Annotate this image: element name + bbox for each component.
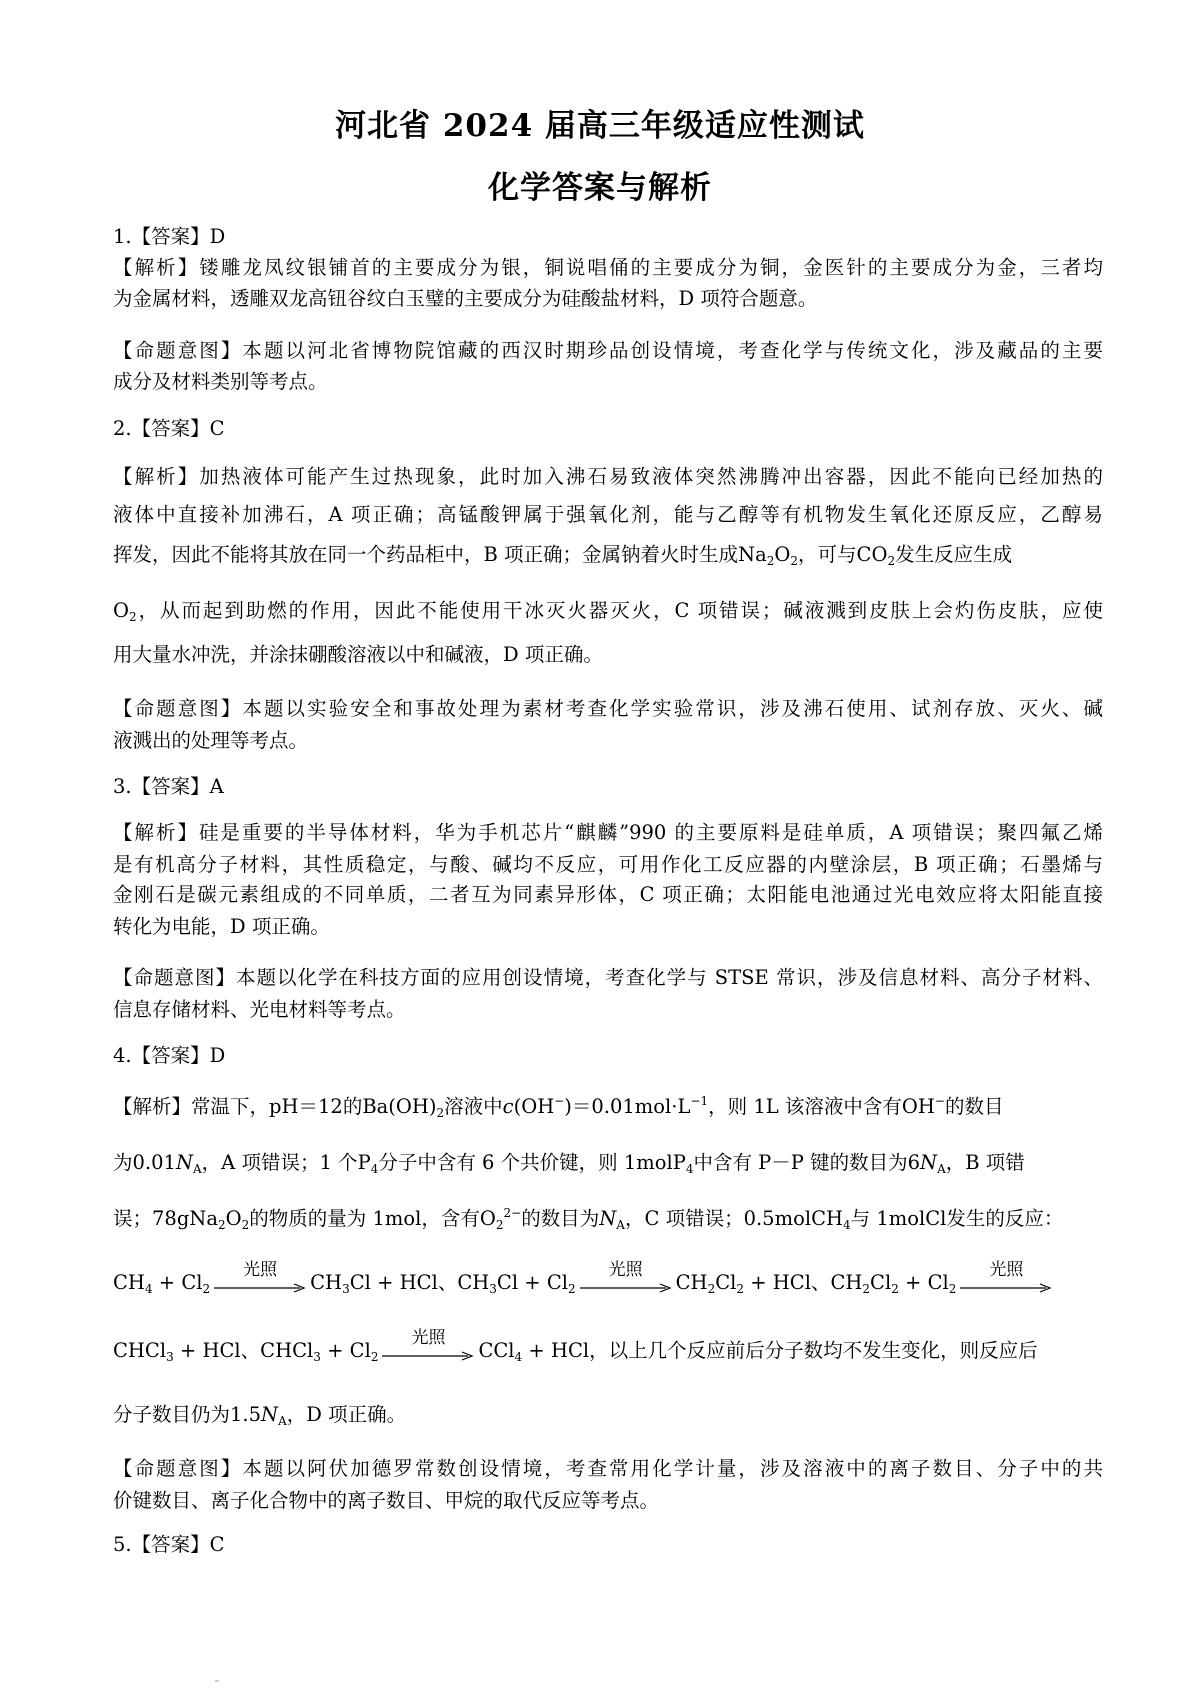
text-segment: 的数目 <box>944 1095 1004 1118</box>
formula-oh: OH− <box>901 1094 945 1118</box>
text-segment: ，以上几个反应前后分子数均不发生变化，则反应后 <box>589 1339 1038 1362</box>
analysis-2-line-1: 【解析】加热液体可能产生过热现象，此时加入沸石易致液体突然沸腾冲出容器，因此不能向已经加热的 <box>113 465 1103 488</box>
intent-3-line-1: 【命题意图】本题以化学在科技方面的应用创设情境，考查化学与 STSE 常识，涉及信息材料、高分子材料、 <box>113 966 1103 989</box>
formula-ch2cl2: $CH_2Cl_2$ <box>675 1271 745 1296</box>
formula-p4: $P_4$ <box>357 1151 379 1176</box>
analysis-1-line-2: 为金属材料，透雕双龙高钮谷纹白玉璧的主要成分为硅酸盐材料，D 项符合题意。 <box>113 287 818 310</box>
analysis-4-line-4 <box>113 1400 1103 1430</box>
reaction-line-2: CHCl$_3$ + HCl、CHCl$_3$ + $Cl_2$ 光照 CCl$_4$ + HCl，以上几个反应前后分子数均不发生变化，则反应后 <box>113 1336 1103 1367</box>
reaction-line-1: $CH_4 + Cl_2$ 光照 $CH_3Cl$ + HCl、$CH_3Cl + Cl_2$ 光照 $CH_2Cl_2$ + HCl、$CH_2Cl_2 + Cl_2$ 光照 <box>113 1268 1103 1299</box>
text-segment: 与 1mol <box>850 1207 926 1230</box>
analysis-4-line-2 <box>113 1148 1103 1178</box>
text-segment: 挥发，因此不能将其放在同一个药品柜中，B 项正确；金属钠着火时生成 <box>113 543 739 566</box>
analysis-2-line-5: 用大量水冲洗，并涂抹硼酸溶液以中和碱液，D 项正确。 <box>113 643 603 666</box>
analysis-4-line-3 <box>113 1204 1103 1234</box>
text-segment: 发生反应生成 <box>895 543 1013 566</box>
formula-cl2: $Cl_2$ <box>927 1271 957 1296</box>
scan-speck <box>215 1680 219 1682</box>
formula-chcl3: CHCl$_3$ <box>113 1339 174 1364</box>
text-segment: ，则 1L 该溶液中含有 <box>708 1095 902 1118</box>
reaction-arrow: 光照 <box>382 1337 474 1367</box>
intent-2-line-1: 【命题意图】本题以实验安全和事故处理为素材考查化学实验常识，涉及沸石使用、试剂存放、灭火、碱 <box>113 697 1103 720</box>
text-segment: 发生的反应： <box>946 1207 1064 1230</box>
text-segment: ，D 项正确。 <box>286 1403 407 1426</box>
answer-2: 2.【答案】C <box>113 417 225 440</box>
text-segment: 中含有 P－P 键的数目为 <box>693 1151 908 1174</box>
formula-conc: $c(OH^-)=0.01mol\cdot L^{-1}$ <box>502 1094 709 1118</box>
intent-1-line-1: 【命题意图】本题以河北省博物院馆藏的西汉时期珍品创设情境，考查化学与传统文化，涉及藏品的主要 <box>113 339 1103 362</box>
text-segment: 的 <box>342 1095 363 1118</box>
formula-o2: $O_2$ <box>113 599 137 624</box>
analysis-4-line-1 <box>113 1092 1103 1122</box>
page-title: 河北省 2024 届高三年级适应性测试 <box>335 108 865 144</box>
formula-cl: Cl <box>925 1207 947 1230</box>
formula-cl2: $Cl_2$ <box>546 1271 576 1296</box>
formula-baoh2: $Ba(OH)_2$ <box>362 1095 445 1120</box>
text-segment: 【解析】常温下， <box>113 1095 270 1118</box>
page-subtitle: 化学答案与解析 <box>488 170 712 206</box>
text-segment: 分子中含有 6 个共价键，则 1mol <box>378 1151 673 1174</box>
text-segment: 为 <box>113 1151 133 1174</box>
formula-chcl3: CHCl$_3$ <box>260 1339 321 1364</box>
answer-3: 3.【答案】A <box>113 775 224 798</box>
analysis-3-line-3: 金刚石是碳元素组成的不同单质，二者互为同素异形体，C 项正确；太阳能电池通过光电效应将太阳能直接 <box>113 883 1103 906</box>
text-segment: 误；78g <box>113 1207 190 1230</box>
formula-ch4: $CH_4$ <box>811 1207 851 1232</box>
intent-3-line-2: 信息存储材料、光电材料等考点。 <box>113 998 406 1021</box>
formula-ch2cl2: $CH_2Cl_2$ <box>830 1271 899 1296</box>
formula-p4: $P_4$ <box>672 1151 694 1176</box>
formula-cl2: $Cl_2$ <box>349 1339 379 1364</box>
text-segment: ，从而起到助燃的作用，因此不能使用干冰灭火器灭火，C 项错误；碱液溅到皮肤上会灼伤皮肤，应使 <box>136 599 1103 622</box>
text-segment: 溶液中 <box>444 1095 503 1118</box>
intent-4-line-2: 价键数目、离子化合物中的离子数目、甲烷的取代反应等考点。 <box>113 1489 660 1512</box>
reaction-arrow: 光照 <box>960 1269 1052 1299</box>
reaction-arrow: 光照 <box>214 1269 306 1299</box>
analysis-3-line-1: 【解析】硅是重要的半导体材料，华为手机芯片“麒麟”990 的主要原料是硅单质，A 项错误；聚四氟乙烯 <box>113 821 1103 844</box>
formula-ch3cl: $CH_3Cl$ <box>457 1271 519 1296</box>
analysis-3-line-4: 转化为电能，D 项正确。 <box>113 915 330 938</box>
answer-4: 4.【答案】D <box>113 1044 226 1067</box>
formula-o2-ion: $O_2^{2-}$ <box>479 1206 522 1232</box>
text-segment: ，A 项错误；1 个 <box>201 1151 358 1174</box>
formula-ph: pH＝12 <box>269 1095 343 1118</box>
intent-4-line-1: 【命题意图】本题以阿伏加德罗常数创设情境，考查常用化学计量，涉及溶液中的离子数目、分子中的共 <box>113 1457 1103 1480</box>
analysis-1-line-1: 【解析】镂雕龙凤纹银铺首的主要成分为银，铜说唱俑的主要成分为铜，金医针的主要成分为金，三者均 <box>113 256 1103 279</box>
text-segment: ，可与 <box>798 543 857 566</box>
formula-co2: $CO_2$ <box>856 543 896 568</box>
analysis-2-line-3 <box>113 540 1103 570</box>
formula-na2o2: $Na_2O_2$ <box>738 543 799 568</box>
formula-ch3cl: $CH_3Cl$ <box>310 1271 371 1296</box>
text-segment: 的物质的量为 1mol，含有 <box>249 1207 480 1230</box>
analysis-3-line-2: 是有机高分子材料，其性质稳定，与酸、碱均不反应，可用作化工反应器的内壁涂层，B 项正确；石墨烯与 <box>113 853 1103 876</box>
text-segment: ，C 项错误；0.5mol <box>624 1207 812 1230</box>
reaction-arrow: 光照 <box>580 1269 672 1299</box>
answer-1: 1.【答案】D <box>113 225 226 248</box>
formula-na2o2: $Na_2O_2$ <box>189 1207 250 1232</box>
formula-cl2: $Cl_2$ <box>181 1271 211 1296</box>
intent-2-line-2: 液溅出的处理等考点。 <box>113 729 309 752</box>
text-segment: ，B 项错 <box>945 1151 1025 1174</box>
formula-ccl4: CCl$_4$ <box>478 1339 523 1364</box>
answer-5: 5.【答案】C <box>113 1533 225 1556</box>
formula-ch4: $CH_4$ <box>113 1271 153 1296</box>
formula-6na: $6N_A$ <box>907 1151 946 1176</box>
analysis-2-line-2: 液体中直接补加沸石，A 项正确；高锰酸钾属于强氧化剂，能与乙醇等有机物发生氧化还原反应，乙醇易 <box>113 503 1103 526</box>
intent-1-line-2: 成分及材料类别等考点。 <box>113 370 328 393</box>
text-segment: 的数目为 <box>521 1207 600 1230</box>
analysis-2-line-4 <box>113 596 1103 626</box>
formula-na: $N_A$ <box>599 1207 625 1232</box>
formula-15na: $1.5N_A$ <box>230 1403 287 1428</box>
text-segment: 分子数目仍为 <box>113 1403 231 1426</box>
formula-001na: $0.01N_A$ <box>132 1151 202 1176</box>
